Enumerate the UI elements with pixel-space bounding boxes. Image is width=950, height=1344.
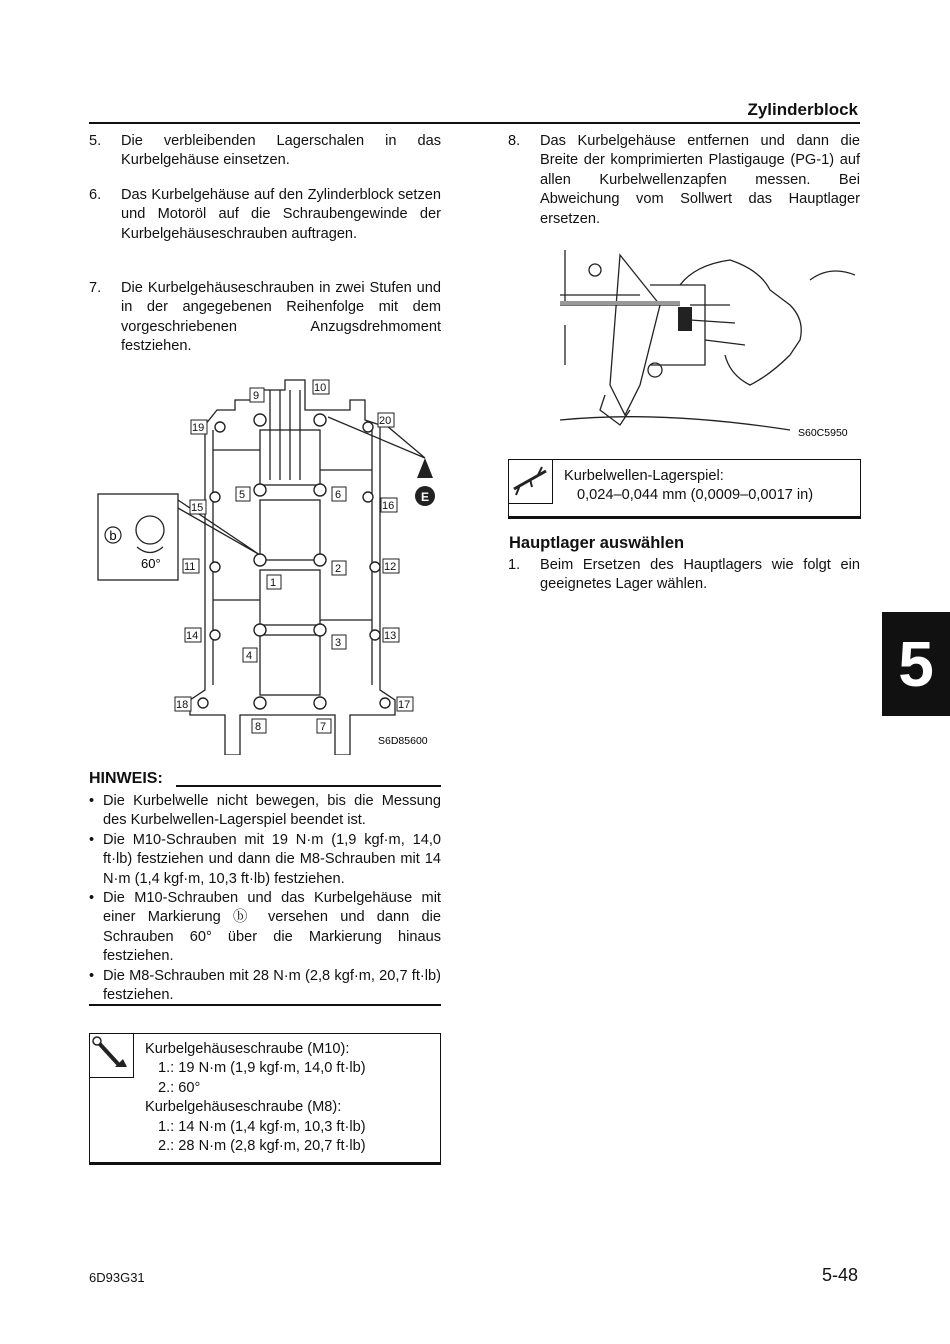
bolt-label: 5 — [239, 489, 246, 501]
figure-code: S6D85600 — [378, 735, 428, 747]
spec-line: Kurbelgehäuseschraube (M8): — [145, 1099, 342, 1116]
step-number: 6. — [89, 187, 102, 203]
bolt-label: 8 — [255, 721, 262, 733]
bolt-label: 15 — [191, 502, 204, 514]
bolt-label: 10 — [314, 382, 327, 394]
bolt-label: 18 — [176, 699, 189, 711]
chapter-tab: 5 — [882, 612, 950, 716]
spec-line: 1.: 14 N·m (1,4 kgf·m, 10,3 ft·lb) — [158, 1118, 366, 1135]
step-text: Beim Ersetzen des Hauptlagers wie folgt ein geeignetes Lager wählen. — [540, 557, 860, 593]
bolt-label: 3 — [335, 637, 342, 649]
crankcase-bolt-diagram — [95, 370, 440, 755]
bolt-label: 16 — [382, 500, 395, 512]
header-rule — [89, 122, 860, 124]
caliper-icon — [508, 459, 553, 504]
page-header-title: Zylinderblock — [747, 100, 858, 119]
step-text: Die verbleibenden Lagerschalen in das Kurbelgehäuse einsetzen. — [121, 133, 441, 169]
bolt-label: 2 — [335, 563, 342, 575]
section2-step-1 — [508, 556, 860, 601]
clearance-value: 0,024–0,044 mm (0,0009–0,0017 in) — [577, 487, 814, 504]
step-7 — [89, 279, 441, 359]
spec-line: Kurbelgehäuseschraube (M10): — [145, 1041, 350, 1057]
note-bottom-rule — [89, 1004, 441, 1006]
bolt-label: 4 — [246, 650, 253, 662]
step-text: Das Kurbelgehäuse entfernen und dann die Breite der komprimierten Plastigauge (PG-1) auf allen Kurbelwellenzapfen messen. Bei Abweichung vom Sollwert das Hauptlager ersetzen. — [540, 133, 860, 227]
bolt-label: 19 — [192, 422, 205, 434]
note-bullet: • Die M10-Schrauben mit 19 N·m (1,9 kgf·m, 14,0 ft·lb) festziehen und dann die M8-Schrauben mit 14 N·m (1,4 kgf·m, 10,3 ft·lb) festziehen. — [89, 831, 441, 889]
spec-line: 1.: 19 N·m (1,9 kgf·m, 14,0 ft·lb) — [158, 1060, 366, 1077]
bolt-label: 20 — [379, 415, 392, 427]
page-number: 5-48 — [821, 1265, 858, 1285]
note-title: HINWEIS: — [89, 770, 163, 787]
bolt-label: 1 — [270, 577, 277, 589]
bolt-label: 11 — [184, 561, 196, 573]
callout-letter: b — [109, 528, 117, 543]
note-bullet: • Die M8-Schrauben mit 28 N·m (2,8 kgf·m, 20,7 ft·lb) festziehen. — [89, 967, 441, 1006]
spec-line: 2.: 60° — [158, 1079, 201, 1096]
document-code: 6D93G31 — [89, 1270, 145, 1285]
step-number: 8. — [508, 133, 521, 149]
note-bullet: • Die M10-Schrauben und das Kurbelgehäuse mit einer Markierung ⓑ versehen und dann die Schrauben 60° über die Markierung hinaus festziehen. — [89, 889, 441, 967]
step-6 — [89, 186, 441, 266]
oil-symbol-letter: E — [420, 490, 430, 504]
note-rule — [176, 785, 441, 787]
bolt-label: 17 — [398, 699, 411, 711]
spec-line: 2.: 28 N·m (2,8 kgf·m, 20,7 ft·lb) — [158, 1138, 366, 1155]
step-number: 7. — [89, 280, 102, 296]
bolt-label: 14 — [186, 630, 199, 642]
callout-angle: 60° — [141, 556, 161, 571]
plastigauge-measurement-figure — [560, 245, 860, 445]
bolt-label: 6 — [335, 489, 342, 501]
clearance-label: Kurbelwellen-Lagerspiel: — [564, 468, 724, 484]
step-5 — [89, 132, 441, 177]
bolt-label: 12 — [384, 561, 397, 573]
bolt-label: 7 — [320, 721, 327, 733]
note-bullets — [89, 792, 441, 1005]
step-text: Das Kurbelgehäuse auf den Zylinderblock setzen und Motoröl auf die Schraubengewinde der Kurbelgehäuseschrauben auftragen. — [121, 187, 441, 242]
clearance-spec-lines — [564, 467, 813, 506]
step-number: 1. — [508, 557, 521, 573]
figure-code: S60C5950 — [798, 427, 848, 439]
step-number: 5. — [89, 133, 102, 149]
section-heading: Hauptlager auswählen — [509, 534, 685, 552]
step-text: Die Kurbelgehäuseschrauben in zwei Stufen und in der angegebenen Reihenfolge mit dem vorgeschriebenen Anzugsdrehmoment festziehen. — [121, 280, 441, 355]
note-bullet: • Die Kurbelwelle nicht bewegen, bis die Messung des Kurbelwellen-Lagerspiel beendet ist. — [89, 792, 441, 831]
torque-wrench-icon — [89, 1033, 134, 1078]
bolt-label: 9 — [253, 390, 260, 402]
torque-spec-lines — [145, 1040, 366, 1156]
bolt-label: 13 — [384, 630, 397, 642]
step-8 — [508, 132, 860, 232]
